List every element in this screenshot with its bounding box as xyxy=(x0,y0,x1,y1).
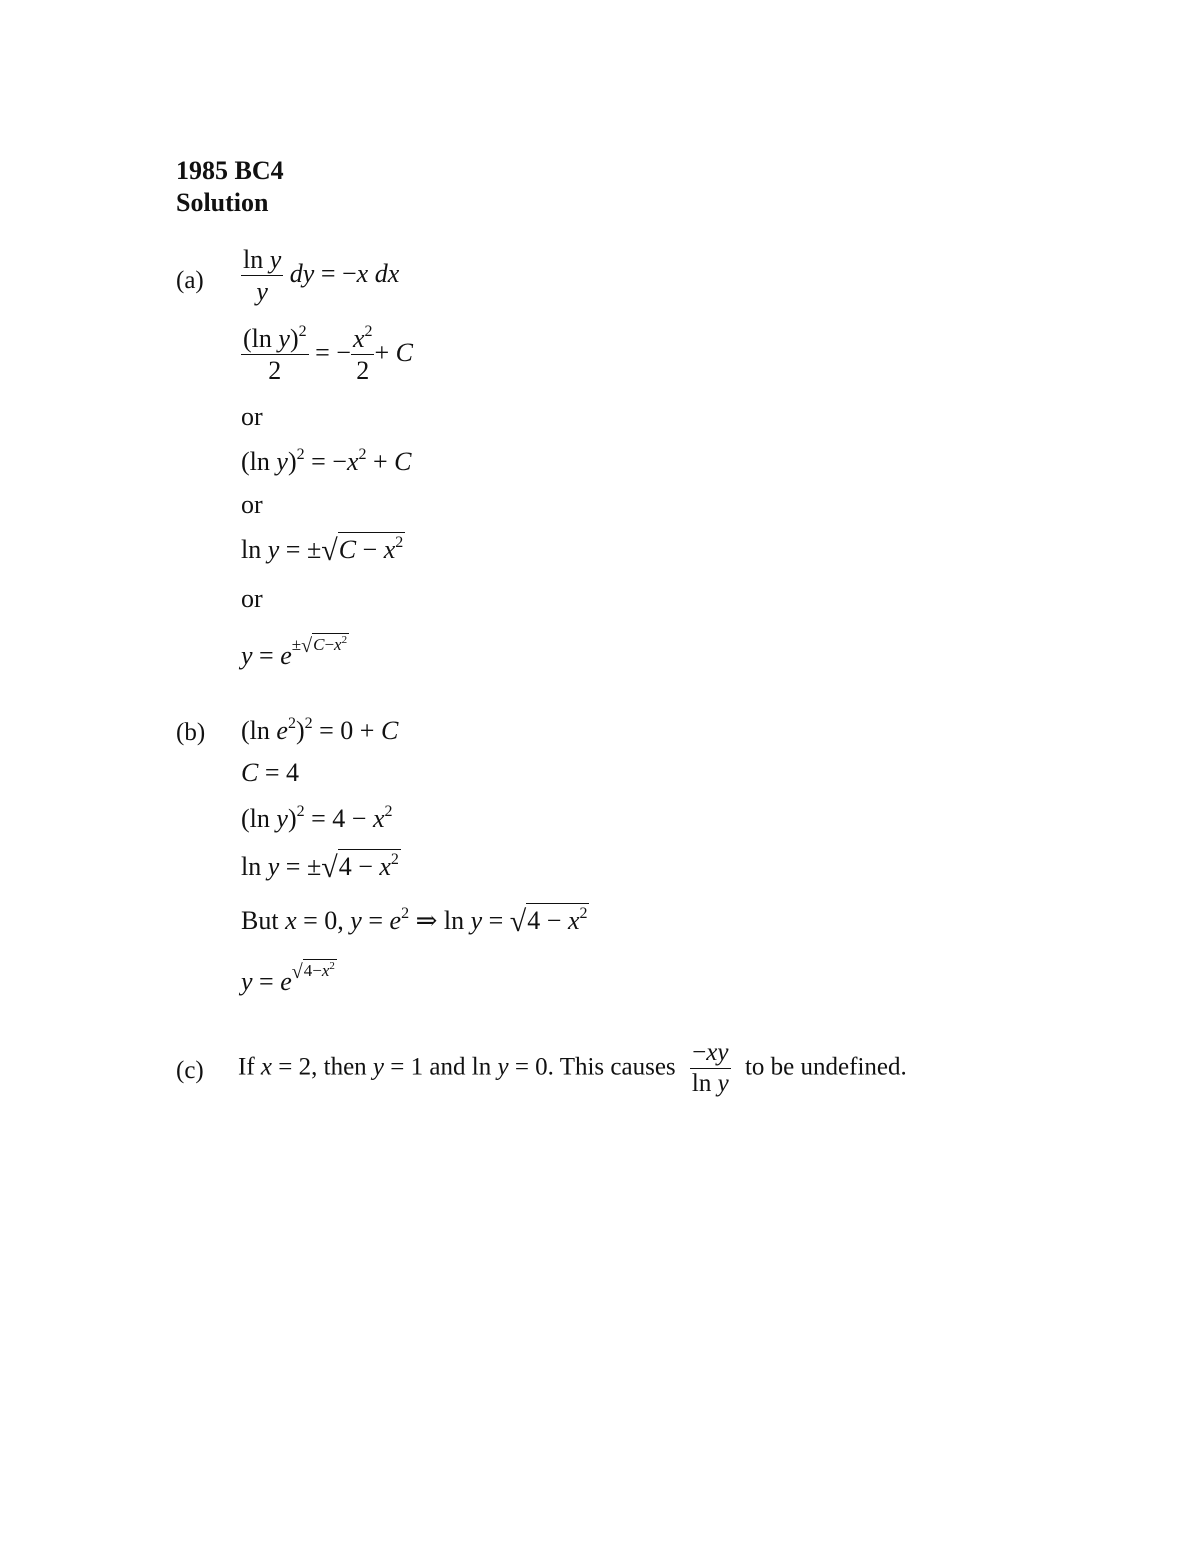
eq-b6: $y = e^{√4-x^2}$ xyxy=(241,960,335,996)
eq-b1: (ln $e^2)^2 = 0 + C$ xyxy=(241,715,399,745)
eq-a5: $y = e^{\pm√C-x^2}$ xyxy=(241,634,348,670)
part-c-text: If x = 2, then y = 1 and ln y = 0. This causes $\frac{-xy}{\text{ln y}}$ to be undefined. xyxy=(238,1039,907,1098)
part-a-label: (a) xyxy=(176,267,204,294)
eq-b2: C = 4 xyxy=(241,758,300,787)
problem-title: 1985 BC4 xyxy=(176,156,284,185)
causes-text: . This causes xyxy=(547,1053,676,1081)
or-word-3: or xyxy=(241,584,263,613)
eq-a1: $\frac{\text{ln y}}{y}$ dy = −x dx xyxy=(243,245,400,307)
solution-heading: Solution xyxy=(176,188,269,217)
and-word: and xyxy=(429,1053,466,1081)
then-word: , then xyxy=(311,1053,367,1081)
eq-b5: But x = 0, $y = e^2$ ⇒ $\ln y = √4 - x^2$ xyxy=(241,905,588,938)
eq-a3: (ln $y)^2 = -x^2 + C$ xyxy=(241,446,412,476)
eq-b4: $\ln y = \pm√4 - x^2$ xyxy=(241,851,399,884)
or-word-2: or xyxy=(241,490,263,519)
if-word: If xyxy=(238,1053,255,1081)
undefined-text: to be undefined. xyxy=(744,1053,907,1081)
or-word-1: or xyxy=(241,402,263,431)
but-word: But xyxy=(241,906,279,935)
part-c-label: (c) xyxy=(176,1057,204,1084)
part-b-label: (b) xyxy=(176,719,206,746)
eq-b3: (ln $y)^2 = 4 - x^2$ xyxy=(241,803,393,833)
eq-a4: $\ln y = \pm√C - x^2$ xyxy=(241,534,404,567)
eq-a2: $\frac{(\ln y)^2}{2}$ = − $\frac{x^2}{2}$ + C xyxy=(243,323,413,386)
